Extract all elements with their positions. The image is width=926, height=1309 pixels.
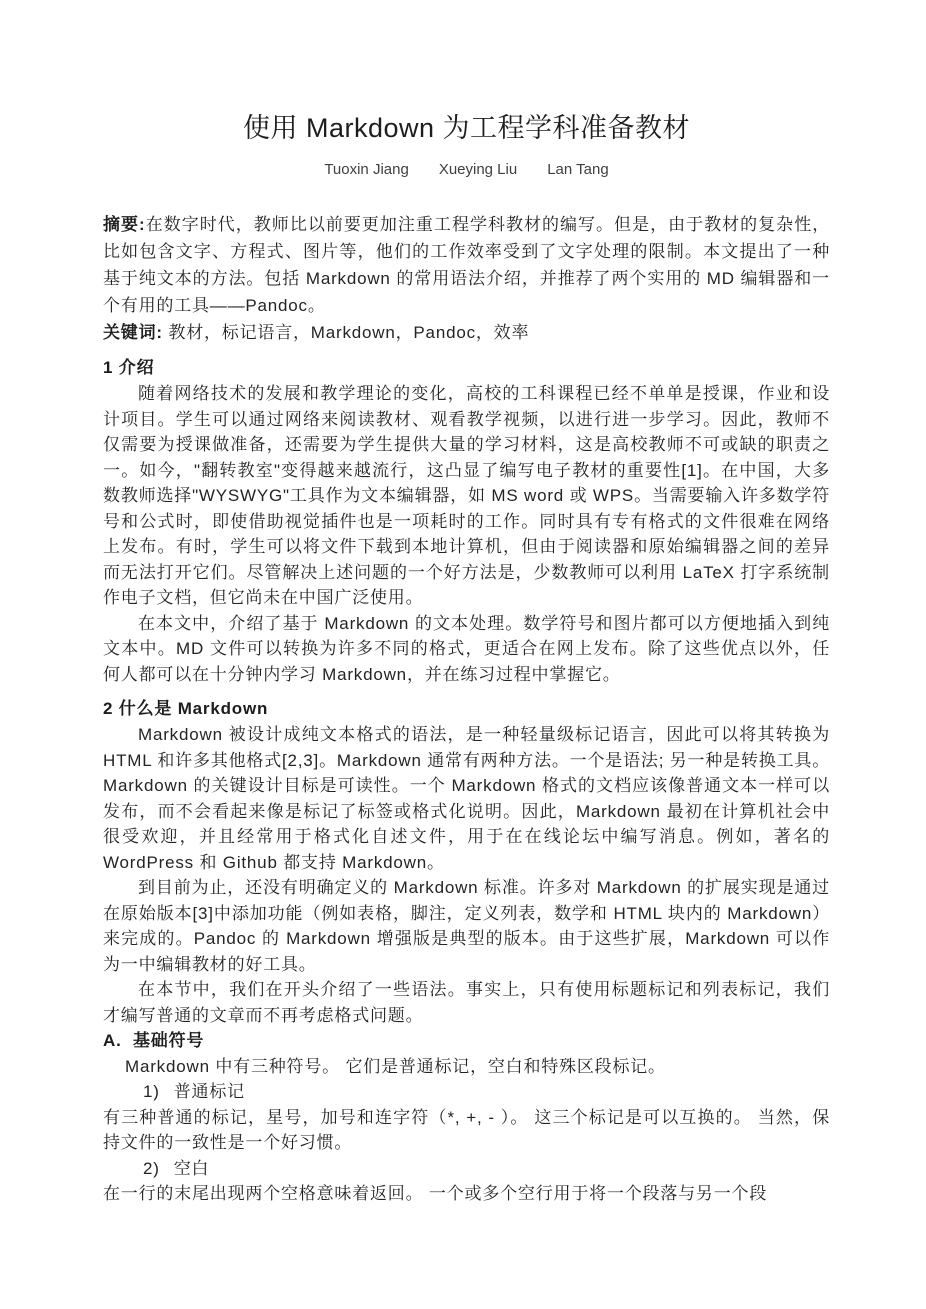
subsection-a-title: 基础符号 (133, 1031, 205, 1050)
subsection-a-label: A. (103, 1031, 122, 1050)
abstract-paragraph (103, 211, 830, 319)
subsection-a-heading (103, 1028, 830, 1054)
list-item-2-heading (103, 1156, 830, 1182)
list-item-2-text: 在一行的末尾出现两个空格意味着返回。 一个或多个空行用于将一个段落与另一个段 (103, 1184, 768, 1203)
keywords-line (103, 319, 830, 346)
section-1-heading: 1 介绍 (103, 358, 155, 377)
abstract-text: 在数字时代，教师比以前要更加注重工程学科教材的编写。但是，由于教材的复杂性，比如包含文字、方程式、图片等，他们的工作效率受到了文字处理的限制。本文提出了一种基于纯文本的方法。包括 Markdown 的常用语法介绍，并推荐了两个实用的 MD 编辑器和一个有用的工具——Pandoc。 (103, 215, 831, 315)
author-line (103, 160, 830, 180)
list-item-1-text: 有三种普通的标记，星号，加号和连字符（*, +, - ）。 这三个标记是可以互换的。 当然，保持文件的一致性是一个好习惯。 (103, 1107, 830, 1152)
list-item-1-heading (103, 1079, 830, 1105)
list-item-1-label: 1) (143, 1082, 160, 1101)
section-1-paragraph-1: 随着网络技术的发展和教学理论的变化，高校的工科课程已经不单单是授课，作业和设计项目。学生可以通过网络来阅读教材、观看教学视频，以进行进一步学习。因此，教师不仅需要为授课做准备，还需要为学生提供大量的学习材料，这是高校教师不可或缺的职责之一。如今，"翻转教室"变得越来越流行，这凸显了编写电子教材的重要性[1]。在中国，大多数教师选择"WYSWYG"工具作为文本编辑器，如 MS word 或 WPS。当需要输入许多数学符号和公式时，即使借助视觉插件也是一项耗时的工作。同时具有专有格式的文件很难在网络上发布。有时，学生可以将文件下载到本地计算机，但由于阅读器和原始编辑器之间的差异而无法打开它们。尽管解决上述问题的一个好方法是，少数教师可以利用 LaTeX 打字系统制作电子文档，但它尚未在中国广泛使用。 (103, 384, 830, 607)
list-item-1-title: 普通标记 (173, 1082, 245, 1101)
author-3: Lan Tang (547, 161, 609, 178)
list-item-2-label: 2) (143, 1158, 160, 1178)
author-1: Tuoxin Jiang (324, 161, 409, 178)
paper-title: 使用 Markdown 为工程学科准备教材 (242, 113, 691, 143)
section-2-paragraph-3: 在本节中，我们在开头介绍了一些语法。事实上，只有使用标题标记和列表标记，我们才编写普通的文章而不再考虑格式问题。 (103, 980, 830, 1025)
section-2-paragraph-2: 到目前为止，还没有明确定义的 Markdown 标准。许多对 Markdown 的扩展实现是通过在原始版本[3]中添加功能（例如表格，脚注，定义列表，数学和 HTML 块内的 Markdown）来完成的。Pandoc 的 Markdown 增强版是典型的版本。由于这些扩展，Markdown 可以作为一中编辑教材的好工具。 (103, 878, 830, 974)
abstract-label: 摘要: (103, 215, 146, 234)
keywords-text: 教材，标记语言，Markdown，Pandoc，效率 (168, 323, 530, 342)
list-item-2-title: 空白 (173, 1158, 210, 1178)
keywords-label: 关键词: (103, 323, 163, 342)
abstract-block (103, 211, 830, 346)
section-2-paragraph-1: Markdown 被设计成纯文本格式的语法，是一种轻量级标记语言，因此可以将其转换为 HTML 和许多其他格式[2,3]。Markdown 通常有两种方法。一个是语法; 另一种是转换工具。Markdown 的关键设计目标是可读性。一个 Markdown 格式的文档应该像普通文本一样可以发布，而不会看起来像是标记了标签或格式化说明。因此，Markdown 最初在计算机社会中很受欢迎，并且经常用于格式化自述文件，用于在在线论坛中编写消息。例如，著名的 WordPress 和 Github 都支持 Markdown。 (103, 725, 830, 872)
subsection-a-intro: Markdown 中有三种符号。 它们是普通标记，空白和特殊区段标记。 (125, 1056, 666, 1076)
document-body (103, 355, 830, 1207)
section-2-heading: 2 什么是 Markdown (103, 699, 269, 718)
section-1-paragraph-2: 在本文中，介绍了基于 Markdown 的文本处理。数学符号和图片都可以方便地插入到纯文本中。MD 文件可以转换为许多不同的格式，更适合在网上发布。除了这些优点以外，任何人都可以在十分钟内学习 Markdown，并在练习过程中掌握它。 (103, 613, 830, 684)
author-2: Xueying Liu (438, 161, 518, 178)
